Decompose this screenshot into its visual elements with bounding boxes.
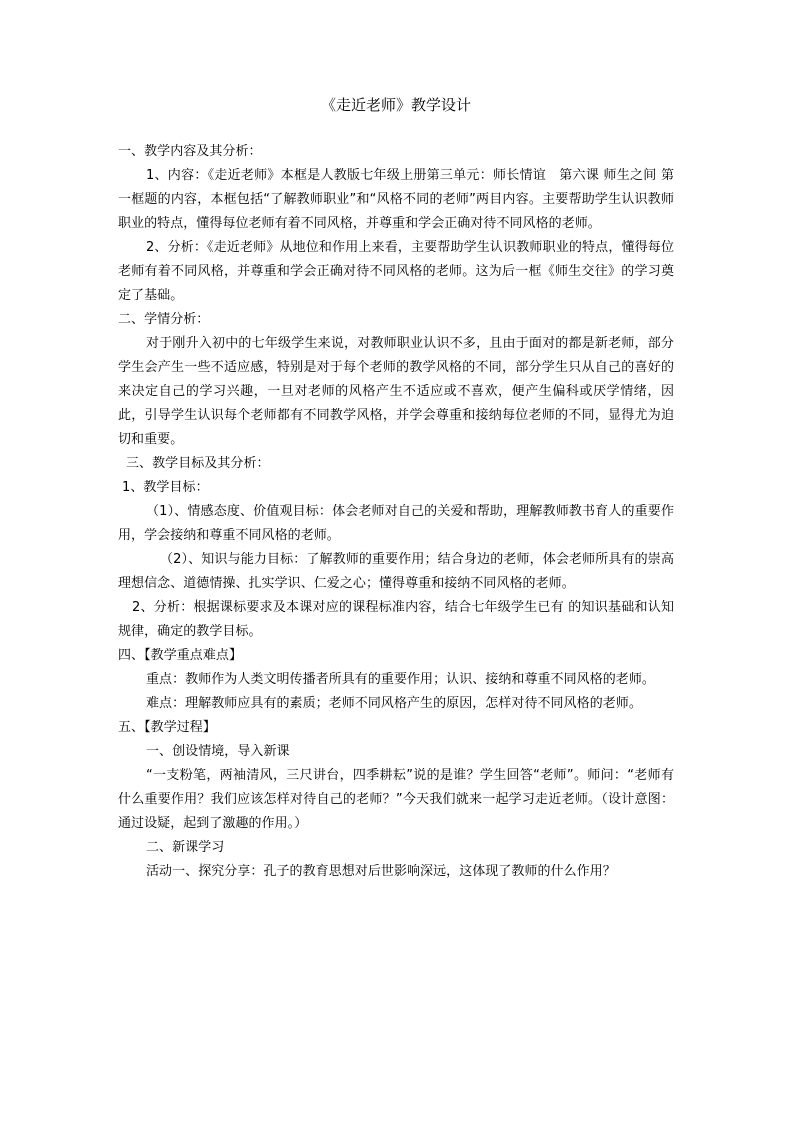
section-heading-key-points: 四、【教学重点难点】 bbox=[118, 648, 243, 663]
subheading-objectives: 1、教学目标： bbox=[122, 480, 209, 495]
paragraph-objective-analysis: 2、分析：根据课标要求及本课对应的课程标准内容，结合七年级学生已有 的知识基础和认知规律，确定的教学目标。 bbox=[118, 600, 674, 639]
paragraph-analysis: 2、分析：《走近老师》从地位和作用上来看，主要帮助学生认识教师职业的特点，懂得每位老师有着不同风格，并尊重和学会正确对待不同风格的老师。这为后一框《师生交往》的学习奠定了基础。 bbox=[118, 240, 674, 303]
paragraph-objective-1: （1）、情感态度、价值观目标：体会老师对自己的关爱和帮助，理解教师教书育人的重要作用，学会接纳和尊重不同风格的老师。 bbox=[118, 504, 674, 543]
section-heading-content-analysis: 一、教学内容及其分析： bbox=[118, 144, 262, 159]
paragraph-content: 1、内容：《走近老师》本框是人教版七年级上册第三单元：师长情谊 第六课 师生之间 第一框题的内容，本框包括“了解教师职业”和“风格不同的老师”两目内容。主要帮助学生认识教师职业的特点，懂得每位老师有着不同风格，并尊重和学会正确对待不同风格的老师。 bbox=[118, 168, 674, 231]
paragraph-introduction: “一支粉笔，两袖清风，三尺讲台，四季耕耘”说的是谁？学生回答“老师”。师问：“老师有什么重要作用？我们应该怎样对待自己的老师？”今天我们就来一起学习走近老师。（设计意图：通过设疑，起到了激趣的作用。） bbox=[118, 768, 674, 831]
paragraph-activity-1: 活动一、探究分享：孔子的教育思想对后世影响深远，这体现了教师的什么作用？ bbox=[146, 864, 616, 879]
document-title: 《走近老师》教学设计 bbox=[320, 96, 471, 114]
subheading-introduction: 一、创设情境，导入新课 bbox=[146, 744, 290, 759]
paragraph-learner-analysis: 对于刚升入初中的七年级学生来说，对教师职业认识不多，且由于面对的都是新老师，部分学生会产生一些不适应感，特别是对于每个老师的教学风格的不同，部分学生只从自己的喜好的来决定自己的学习兴趣，一旦对老师的风格产生不适应或不喜欢，便产生偏科或厌学情绪，因此，引导学生认识每个老师都有不同教学风格，并学会尊重和接纳每位老师的不同，显得尤为迫切和重要。 bbox=[118, 336, 674, 447]
section-heading-process: 五、【教学过程】 bbox=[118, 720, 216, 735]
paragraph-difficult-point: 难点：理解教师应具有的素质；老师不同风格产生的原因，怎样对待不同风格的老师。 bbox=[146, 696, 642, 711]
paragraph-key-point: 重点：教师作为人类文明传播者所具有的重要作用；认识、接纳和尊重不同风格的老师。 bbox=[146, 672, 655, 687]
paragraph-objective-2: （2）、知识与能力目标：了解教师的重要作用；结合身边的老师，体会老师所具有的崇高理想信念、道德情操、扎实学识、仁爱之心；懂得尊重和接纳不同风格的老师。 bbox=[118, 552, 674, 591]
section-heading-objectives: 三、教学目标及其分析： bbox=[126, 456, 270, 471]
document-page bbox=[118, 92, 674, 884]
section-heading-learner-analysis: 二、学情分析： bbox=[118, 312, 210, 327]
subheading-new-lesson: 二、新课学习 bbox=[146, 840, 225, 855]
